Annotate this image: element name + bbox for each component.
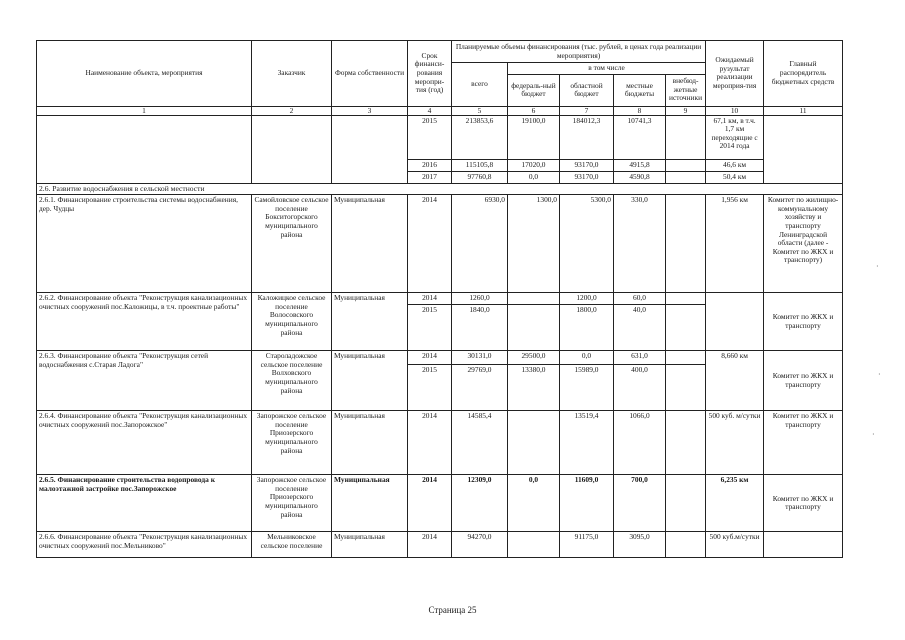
year-cell: 2016: [408, 159, 452, 171]
year-cell: 2015: [408, 365, 452, 411]
local-cell: 3095,0: [614, 532, 666, 558]
header-ownership: Форма собственности: [332, 41, 408, 107]
federal-cell: [508, 532, 560, 558]
col-number: 6: [508, 106, 560, 115]
header-local: местные бюджеты: [614, 74, 666, 106]
federal-cell: 13380,0: [508, 365, 560, 411]
regional-cell: 5300,0: [560, 195, 614, 293]
year-cell: 2014: [408, 532, 452, 558]
manager-cell: Комитет по ЖКХ и транспорту: [764, 351, 843, 411]
col-number: 9: [666, 106, 706, 115]
header-extrabudget: внебюд-жетные источники: [666, 74, 706, 106]
section-title: 2.6. Развитие водоснабжения в сельской местности: [37, 183, 843, 195]
manager-cell: Комитет по ЖКХ и транспорту: [764, 411, 843, 475]
header-customer: Заказчик: [252, 41, 332, 107]
header-manager: Главный распорядитель бюджетных средств: [764, 41, 843, 107]
col-number: 1: [37, 106, 252, 115]
table-row: [37, 293, 843, 305]
total-cell: 1260,0: [452, 293, 508, 305]
local-cell: 4915,8: [614, 159, 666, 171]
year-cell: 2015: [408, 115, 452, 159]
total-cell: 94270,0: [452, 532, 508, 558]
table-row: [37, 411, 843, 475]
header-term: Срок финанси-рования меропри-тия (год): [408, 41, 452, 107]
local-cell: 330,0: [614, 195, 666, 293]
budget-table-sheet: [36, 40, 842, 558]
scan-artifact: ·: [878, 370, 881, 379]
local-cell: 60,0: [614, 293, 666, 305]
year-cell: 2015: [408, 305, 452, 351]
manager-cell: Комитет по жилищно-коммунальному хозяйству и транспорту Ленинградской области (далее - Комитет по ЖКХ и транспорту): [764, 195, 843, 293]
federal-cell: 17020,0: [508, 159, 560, 171]
local-cell: 1066,0: [614, 411, 666, 475]
regional-cell: 13519,4: [560, 411, 614, 475]
regional-cell: 15989,0: [560, 365, 614, 411]
year-cell: 2014: [408, 195, 452, 293]
table-row: [37, 195, 843, 293]
scan-artifact: ·: [876, 262, 879, 271]
total-cell: 97760,8: [452, 171, 508, 183]
result-cell: 67,1 км, в т.ч. 1,7 км переходящие с 2014 года: [706, 115, 764, 159]
item-ownership: Муниципальная: [332, 195, 408, 293]
scan-artifact: ·: [872, 430, 875, 439]
item-ownership: Муниципальная: [332, 351, 408, 411]
regional-cell: 11609,0: [560, 475, 614, 532]
federal-cell: 0,0: [508, 171, 560, 183]
header-result: Ожидаемый рузультат реализации мероприя-тия: [706, 41, 764, 107]
local-cell: 631,0: [614, 351, 666, 365]
result-cell: 8,660 км: [706, 351, 764, 411]
regional-cell: 184012,3: [560, 115, 614, 159]
regional-cell: 93170,0: [560, 171, 614, 183]
section-row: [37, 183, 843, 195]
budget-table: [36, 40, 843, 558]
item-customer: Мельниковское сельское поселение: [252, 532, 332, 558]
regional-cell: 91175,0: [560, 532, 614, 558]
item-ownership: Муниципальная: [332, 532, 408, 558]
table-row: [37, 115, 843, 159]
total-cell: 12309,0: [452, 475, 508, 532]
table-row: [37, 532, 843, 558]
header-regional: областной бюджет: [560, 74, 614, 106]
col-number: 5: [452, 106, 508, 115]
federal-cell: 1300,0: [508, 195, 560, 293]
item-name: 2.6.1. Финансирование строительства системы водоснабжения, дер. Чудцы: [37, 195, 252, 293]
item-name: 2.6.5. Финансирование строительства водопровода к малоэтажной застройке пос.Запорожское: [37, 475, 252, 532]
local-cell: 4590,8: [614, 171, 666, 183]
year-cell: 2014: [408, 293, 452, 305]
item-customer: Каложицкое сельское поселение Волосовского муниципального района: [252, 293, 332, 351]
item-customer: Запорожское сельское поселение Приозерского муниципального района: [252, 411, 332, 475]
header-name: Наименование объекта, мероприятия: [37, 41, 252, 107]
result-cell: 500 куб.м/сутки: [706, 532, 764, 558]
total-cell: 29769,0: [452, 365, 508, 411]
page-number: Страница 25: [428, 605, 477, 615]
federal-cell: 19100,0: [508, 115, 560, 159]
total-cell: 30131,0: [452, 351, 508, 365]
table-row: [37, 475, 843, 532]
result-cell: [706, 293, 764, 351]
item-ownership: Муниципальная: [332, 475, 408, 532]
local-cell: 10741,3: [614, 115, 666, 159]
item-customer: Самойловское сельское поселение Бокситогорского муниципального района: [252, 195, 332, 293]
manager-cell: Комитет по ЖКХ и транспорту: [764, 293, 843, 351]
col-number: 2: [252, 106, 332, 115]
col-number: 7: [560, 106, 614, 115]
col-number: 11: [764, 106, 843, 115]
item-ownership: Муниципальная: [332, 293, 408, 351]
item-name: 2.6.2. Финансирование объекта "Реконструкция канализационных очистных сооружений пос.Каложицы, в т.ч. проектные работы": [37, 293, 252, 351]
local-cell: 400,0: [614, 365, 666, 411]
header-total: всего: [452, 63, 508, 107]
item-customer: Запорожское сельское поселение Приозерского муниципального района: [252, 475, 332, 532]
result-cell: 500 куб. м/сутки: [706, 411, 764, 475]
local-cell: 40,0: [614, 305, 666, 351]
col-number: 10: [706, 106, 764, 115]
item-customer: Староладожское сельское поселение Волховского муниципального района: [252, 351, 332, 411]
regional-cell: 1800,0: [560, 305, 614, 351]
year-cell: 2014: [408, 475, 452, 532]
manager-cell: [764, 532, 843, 558]
federal-cell: 0,0: [508, 475, 560, 532]
total-cell: 115105,8: [452, 159, 508, 171]
col-number: 8: [614, 106, 666, 115]
result-cell: 1,956 км: [706, 195, 764, 293]
manager-cell: Комитет по ЖКХ и транспорту: [764, 475, 843, 532]
item-ownership: Муниципальная: [332, 411, 408, 475]
col-number: 3: [332, 106, 408, 115]
regional-cell: 1200,0: [560, 293, 614, 305]
total-cell: 6930,0: [452, 195, 508, 293]
regional-cell: 93170,0: [560, 159, 614, 171]
header-federal: федераль-ный бюджет: [508, 74, 560, 106]
regional-cell: 0,0: [560, 351, 614, 365]
total-cell: 14585,4: [452, 411, 508, 475]
header-including: в том числе: [508, 63, 706, 75]
federal-cell: [508, 305, 560, 351]
header-planned: Планируемые объемы финансирования (тыс. рублей, в ценах года реализации мероприятия): [452, 41, 706, 63]
table-row: [37, 351, 843, 365]
result-cell: 46,6 км: [706, 159, 764, 171]
federal-cell: 29500,0: [508, 351, 560, 365]
year-cell: 2017: [408, 171, 452, 183]
result-cell: 50,4 км: [706, 171, 764, 183]
col-number: 4: [408, 106, 452, 115]
item-name: 2.6.4. Финансирование объекта "Реконструкция канализационных очистных сооружений пос.Запорожское": [37, 411, 252, 475]
year-cell: 2014: [408, 351, 452, 365]
year-cell: 2014: [408, 411, 452, 475]
item-name: 2.6.3. Финансирование объекта "Реконструкция сетей водоснабжения с.Старая Ладога": [37, 351, 252, 411]
federal-cell: [508, 293, 560, 305]
result-cell: 6,235 км: [706, 475, 764, 532]
item-name: 2.6.6. Финансирование объекта "Реконструкция канализационных очистных сооружений пос.Мельниково": [37, 532, 252, 558]
total-cell: 1840,0: [452, 305, 508, 351]
federal-cell: [508, 411, 560, 475]
local-cell: 700,0: [614, 475, 666, 532]
total-cell: 213853,6: [452, 115, 508, 159]
